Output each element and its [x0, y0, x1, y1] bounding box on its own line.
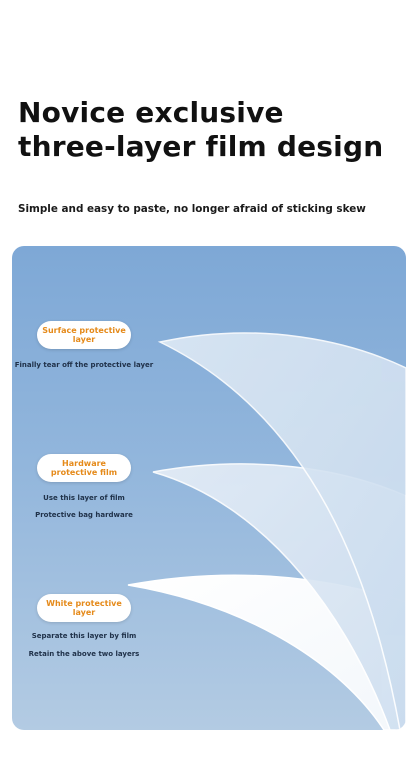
headline-line-1: Novice exclusive	[18, 96, 284, 129]
layer-note-white-2: Retain the above two layers	[28, 650, 140, 658]
layer-note-hardware-1: Use this layer of film	[43, 494, 125, 502]
headline	[18, 96, 383, 164]
layer-note-white-1: Separate this layer by film	[31, 632, 137, 640]
layer-label-white: White protective layer	[37, 594, 131, 622]
subheadline: Simple and easy to paste, no longer afraid of sticking skew	[18, 203, 366, 215]
headline-line-2: three-layer film design	[18, 130, 384, 163]
layer-note-hardware-2: Protective bag hardware	[35, 511, 133, 519]
layer-note-surface-1: Finally tear off the protective layer	[14, 361, 154, 369]
layer-diagram-panel	[12, 246, 406, 730]
layer-label-surface: Surface protective layer	[37, 321, 131, 349]
layer-label-hardware: Hardware protective film	[37, 454, 131, 482]
